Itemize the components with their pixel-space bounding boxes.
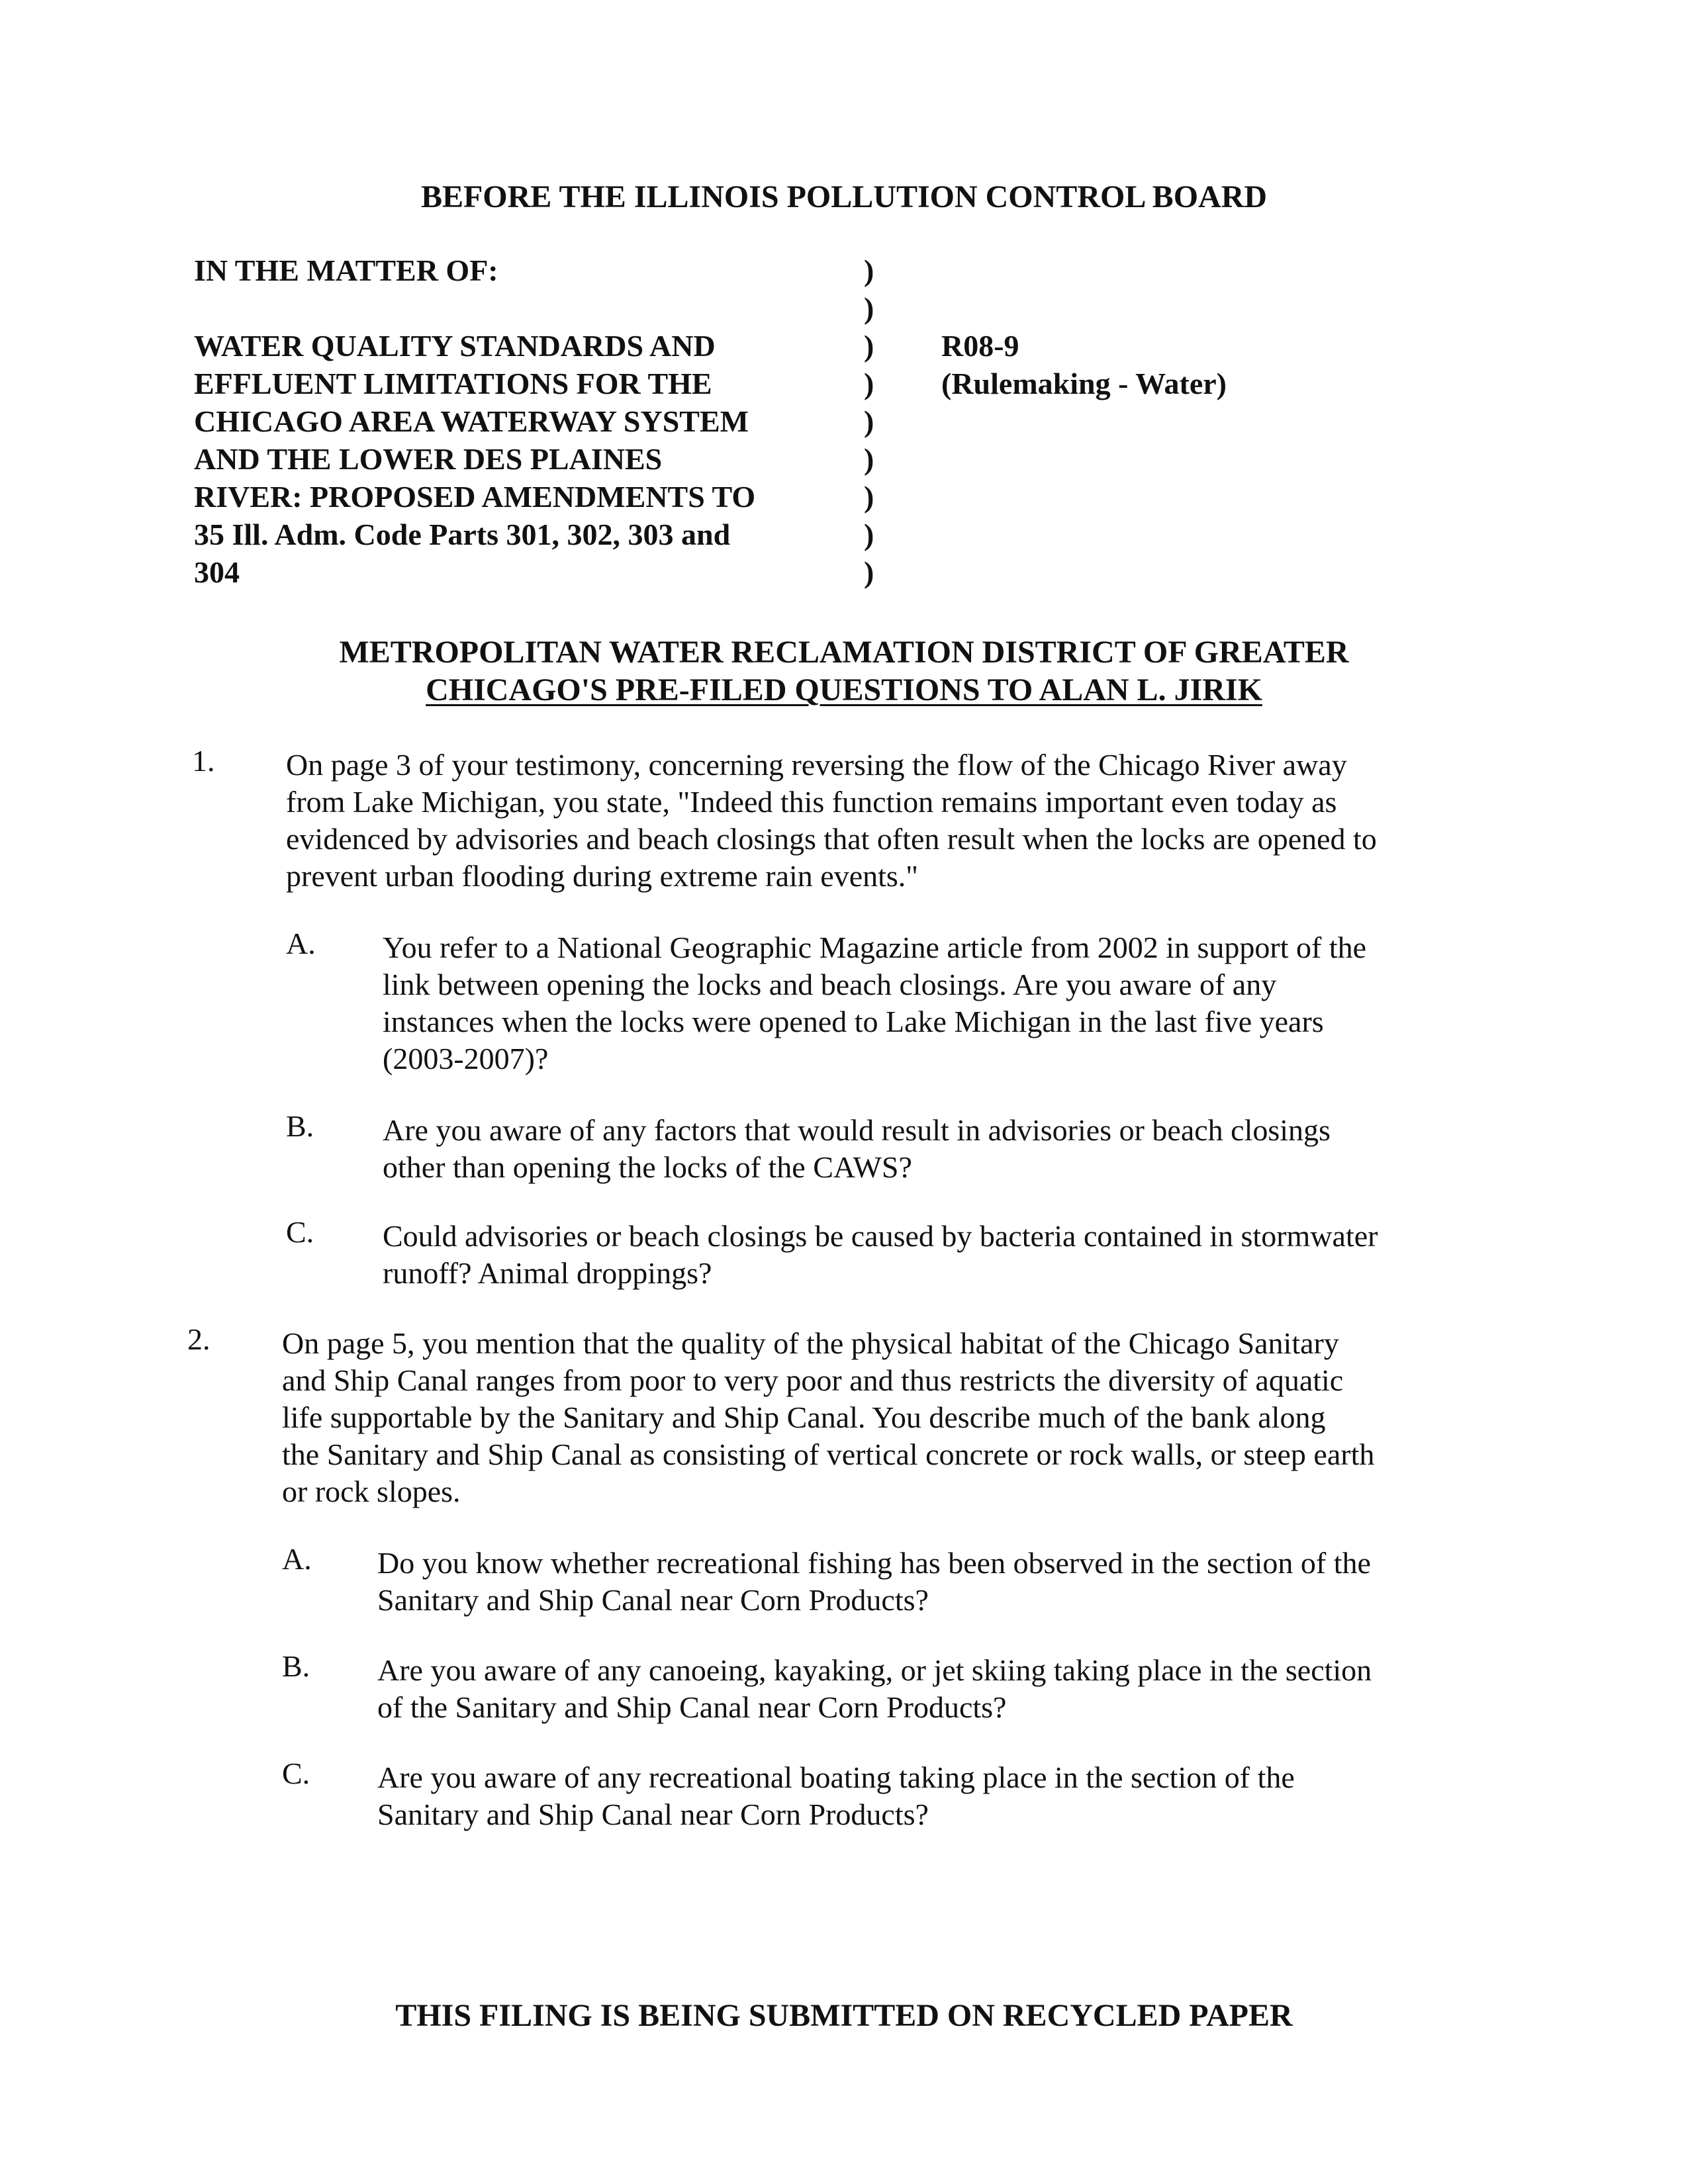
subquestion-1a-text — [383, 929, 1366, 1077]
subquestion-line: (2003-2007)? — [383, 1042, 549, 1075]
question-line: and Ship Canal ranges from poor to very poor and thus restricts the diversity of aquatic — [282, 1363, 1344, 1397]
board-heading: BEFORE THE ILLINOIS POLLUTION CONTROL BOARD — [420, 179, 1268, 214]
question-line: or rock slopes. — [282, 1475, 461, 1508]
question-1-text — [286, 747, 1377, 895]
caption-title — [194, 327, 755, 591]
docket-info — [941, 327, 1227, 402]
subquestion-letter: B. — [282, 1649, 310, 1683]
subquestion-line: Could advisories or beach closings be caused by bacteria contained in stormwater — [383, 1219, 1378, 1253]
subquestion-line: other than opening the locks of the CAWS? — [383, 1150, 912, 1184]
subquestion-line: You refer to a National Geographic Magazine article from 2002 in support of the — [383, 931, 1367, 964]
caption-title-line: 304 — [194, 555, 240, 589]
caption-paren: ) — [864, 480, 874, 514]
subquestion-line: Are you aware of any factors that would result in advisories or beach closings — [383, 1113, 1331, 1147]
caption-paren: ) — [864, 253, 874, 287]
question-2-text — [282, 1325, 1374, 1510]
question-line: evidenced by advisories and beach closings that often result when the locks are opened to — [286, 822, 1377, 856]
question-line: life supportable by the Sanitary and Ship Canal. You describe much of the bank along — [282, 1400, 1326, 1434]
document-title-line2: CHICAGO'S PRE-FILED QUESTIONS TO ALAN L. JIRIK — [426, 672, 1262, 707]
caption-title-line: RIVER: PROPOSED AMENDMENTS TO — [194, 480, 756, 514]
document-title-line2-wrap — [0, 672, 1688, 708]
subquestion-letter: C. — [286, 1215, 314, 1249]
question-number: 2. — [187, 1322, 211, 1356]
subquestion-line: Sanitary and Ship Canal near Corn Products? — [377, 1583, 929, 1617]
subquestion-line: instances when the locks were opened to Lake Michigan in the last five years — [383, 1005, 1324, 1038]
caption-title-line: EFFLUENT LIMITATIONS FOR THE — [194, 367, 712, 400]
subquestion-line: Do you know whether recreational fishing has been observed in the section of the — [377, 1546, 1371, 1580]
subquestion-1b-text — [383, 1112, 1331, 1186]
caption-paren: ) — [864, 555, 874, 589]
recycled-paper-footer: THIS FILING IS BEING SUBMITTED ON RECYCLED PAPER — [395, 1998, 1293, 2033]
subquestion-line: link between opening the locks and beach closings. Are you aware of any — [383, 968, 1277, 1001]
caption-paren: ) — [864, 329, 874, 363]
question-line: prevent urban flooding during extreme rain events." — [286, 859, 919, 893]
caption-paren: ) — [864, 367, 874, 400]
subquestion-letter: A. — [286, 927, 316, 960]
caption-paren: ) — [864, 404, 874, 438]
subquestion-line: Are you aware of any canoeing, kayaking, or jet skiing taking place in the section — [377, 1653, 1372, 1687]
caption-paren: ) — [864, 518, 874, 551]
subquestion-2a-text — [377, 1545, 1371, 1619]
subquestion-1c-text — [383, 1218, 1378, 1292]
subquestion-line: of the Sanitary and Ship Canal near Corn Products? — [377, 1690, 1007, 1724]
matter-label: IN THE MATTER OF: — [194, 253, 498, 287]
caption-title-line: CHICAGO AREA WATERWAY SYSTEM — [194, 404, 749, 438]
subquestion-line: runoff? Animal droppings? — [383, 1256, 712, 1290]
subquestion-2b-text — [377, 1652, 1372, 1726]
question-line: from Lake Michigan, you state, "Indeed this function remains important even today as — [286, 785, 1337, 819]
subquestion-letter: B. — [286, 1109, 314, 1143]
document-title-line1: METROPOLITAN WATER RECLAMATION DISTRICT OF GREATER — [339, 635, 1349, 670]
subquestion-line: Are you aware of any recreational boating taking place in the section of the — [377, 1760, 1295, 1794]
caption-paren: ) — [864, 291, 874, 325]
question-line: the Sanitary and Ship Canal as consisting of vertical concrete or rock walls, or steep earth — [282, 1437, 1375, 1471]
subquestion-2c-text — [377, 1759, 1295, 1833]
subquestion-letter: A. — [282, 1542, 312, 1576]
subquestion-line: Sanitary and Ship Canal near Corn Products? — [377, 1797, 929, 1831]
caption-title-line: 35 Ill. Adm. Code Parts 301, 302, 303 and — [194, 518, 731, 551]
docket-type: (Rulemaking - Water) — [941, 367, 1227, 400]
question-number: 1. — [192, 744, 215, 778]
docket-number: R08-9 — [941, 329, 1019, 363]
subquestion-letter: C. — [282, 1756, 310, 1790]
caption-title-line: WATER QUALITY STANDARDS AND — [194, 329, 716, 363]
caption-paren: ) — [864, 442, 874, 476]
caption-parens — [864, 251, 890, 591]
question-line: On page 5, you mention that the quality of the physical habitat of the Chicago Sanitary — [282, 1326, 1339, 1360]
caption-title-line: AND THE LOWER DES PLAINES — [194, 442, 663, 476]
question-line: On page 3 of your testimony, concerning reversing the flow of the Chicago River away — [286, 748, 1347, 782]
